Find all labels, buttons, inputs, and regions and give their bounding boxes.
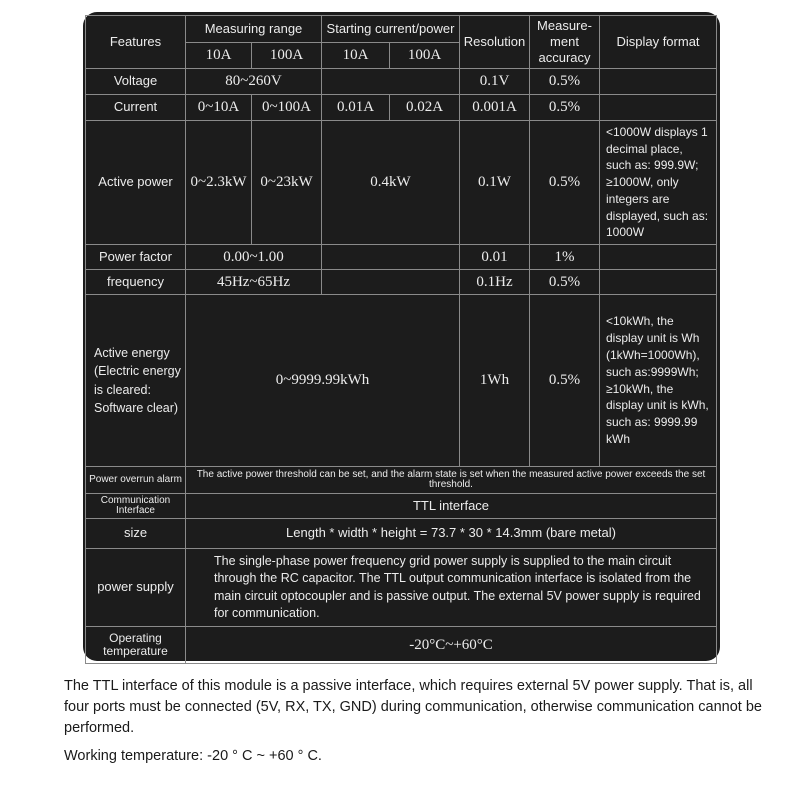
current-start-100a: 0.02A	[390, 95, 460, 121]
table-row-active-power	[86, 121, 717, 245]
current-start-10a: 0.01A	[322, 95, 390, 121]
table-row-voltage	[86, 69, 717, 95]
header-features: Features	[86, 16, 186, 69]
voltage-resolution: 0.1V	[460, 69, 530, 95]
power-factor-accuracy: 1%	[530, 245, 600, 270]
table-row-current	[86, 95, 717, 121]
frequency-display-empty	[600, 270, 717, 295]
active-power-display-format: <1000W displays 1 decimal place, such as: 999.9W; ≥1000W, only integers are displayed, such as: 1000W	[600, 121, 717, 245]
communication-label: Communication Interface	[86, 494, 186, 519]
header-measurement-accuracy: Measure-ment accuracy	[530, 16, 600, 69]
frequency-start-empty	[322, 270, 460, 295]
power-factor-resolution: 0.01	[460, 245, 530, 270]
current-accuracy: 0.5%	[530, 95, 600, 121]
frequency-label: frequency	[86, 270, 186, 295]
active-power-start: 0.4kW	[322, 121, 460, 245]
table-row-frequency	[86, 270, 717, 295]
frequency-accuracy: 0.5%	[530, 270, 600, 295]
current-range-100a: 0~100A	[252, 95, 322, 121]
header-start-10a: 10A	[322, 43, 390, 69]
active-power-range-10a: 0~2.3kW	[186, 121, 252, 245]
active-energy-resolution: 1Wh	[460, 295, 530, 467]
active-power-resolution: 0.1W	[460, 121, 530, 245]
table-row-active-energy	[86, 295, 717, 467]
active-energy-label: Active energy (Electric energy is cleared: Software clear)	[86, 295, 186, 467]
voltage-label: Voltage	[86, 69, 186, 95]
active-power-label: Active power	[86, 121, 186, 245]
current-display-empty	[600, 95, 717, 121]
header-start-100a: 100A	[390, 43, 460, 69]
header-starting-current-power: Starting current/power	[322, 16, 460, 43]
power-factor-range: 0.00~1.00	[186, 245, 322, 270]
size-value: Length * width * height = 73.7 * 30 * 14.3mm (bare metal)	[186, 519, 717, 549]
frequency-resolution: 0.1Hz	[460, 270, 530, 295]
power-supply-value: The single-phase power frequency grid power supply is supplied to the main circuit through the RC capacitor. The TTL output communication interface is isolated from the main circuit optocoupler and is passive output. The external 5V power supply is required for communication.	[186, 549, 717, 627]
ttl-interface-note: The TTL interface of this module is a passive interface, which requires external 5V power supply. That is, all four ports must be connected (5V, RX, TX, GND) during communication, otherwise communication cannot be performed.	[64, 678, 762, 736]
voltage-accuracy: 0.5%	[530, 69, 600, 95]
voltage-range: 80~260V	[186, 69, 322, 95]
power-factor-label: Power factor	[86, 245, 186, 270]
current-range-10a: 0~10A	[186, 95, 252, 121]
size-label: size	[86, 519, 186, 549]
active-power-range-100a: 0~23kW	[252, 121, 322, 245]
table-row-operating-temperature	[86, 627, 717, 664]
notes-section	[64, 676, 764, 767]
active-energy-accuracy: 0.5%	[530, 295, 600, 467]
active-energy-display-format: <10kWh, the display unit is Wh (1kWh=1000Wh), such as:9999Wh; ≥10kWh, the display unit is kWh, such as: 9999.99 kWh	[600, 295, 717, 467]
header-resolution: Resolution	[460, 16, 530, 69]
header-range-100a: 100A	[252, 43, 322, 69]
active-power-accuracy: 0.5%	[530, 121, 600, 245]
table-row-power-supply	[86, 549, 717, 627]
table-row-power-factor	[86, 245, 717, 270]
header-range-10a: 10A	[186, 43, 252, 69]
power-supply-label: power supply	[86, 549, 186, 627]
frequency-range: 45Hz~65Hz	[186, 270, 322, 295]
table-row-communication	[86, 494, 717, 519]
table-row-size	[86, 519, 717, 549]
header-measuring-range: Measuring range	[186, 16, 322, 43]
active-energy-range: 0~9999.99kWh	[186, 295, 460, 467]
table-row-overrun-alarm	[86, 467, 717, 494]
header-display-format: Display format	[600, 16, 717, 69]
current-resolution: 0.001A	[460, 95, 530, 121]
overrun-alarm-value: The active power threshold can be set, and the alarm state is set when the measured active power exceeds the set threshold.	[186, 467, 717, 494]
working-temperature-note: Working temperature: -20 ° C ~ +60 ° C.	[64, 748, 322, 764]
power-factor-display-empty	[600, 245, 717, 270]
voltage-start-empty	[322, 69, 460, 95]
operating-temperature-value: -20°C~+60°C	[186, 627, 717, 664]
overrun-alarm-label: Power overrun alarm	[86, 467, 186, 494]
voltage-display-empty	[600, 69, 717, 95]
communication-value: TTL interface	[186, 494, 717, 519]
operating-temperature-label: Operating temperature	[86, 627, 186, 664]
current-label: Current	[86, 95, 186, 121]
power-factor-start-empty	[322, 245, 460, 270]
specification-table	[85, 15, 717, 664]
